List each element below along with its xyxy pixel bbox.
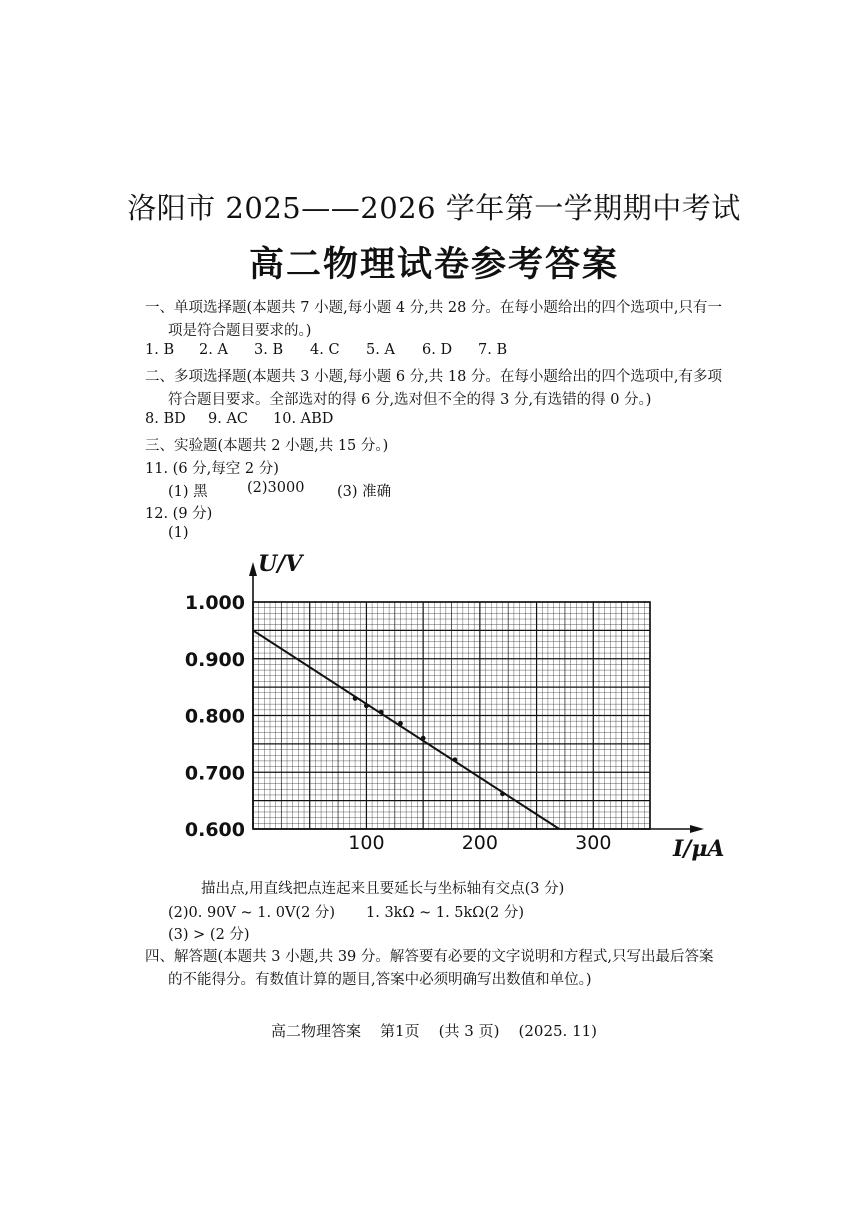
answer-8: 8. BD	[145, 411, 186, 427]
answer-4: 4. C	[310, 342, 340, 358]
y-tick-label: 0.900	[184, 648, 245, 671]
section1-heading-cont: 项是符合题目要求的。)	[168, 323, 312, 339]
q12-header: 12. (9 分)	[145, 506, 213, 522]
section4-heading: 四、解答题(本题共 3 小题,共 39 分。解答要有必要的文字说明和方程式,只写出最后答案	[145, 949, 714, 965]
q12-part2-emf: (2)0. 90V ~ 1. 0V(2 分)	[168, 905, 336, 921]
answer-2: 2. A	[199, 342, 228, 358]
axes	[249, 562, 704, 833]
data-point-1	[353, 696, 358, 701]
q11-answer-2: (2)3000	[247, 480, 305, 496]
q11-answer-1: (1) 黑	[168, 484, 208, 500]
x-tick-label: 300	[575, 832, 612, 854]
data-point-5	[421, 736, 426, 741]
x-tick-label: 200	[461, 832, 498, 854]
y-tick-label: 0.600	[184, 819, 245, 841]
section1-heading: 一、单项选择题(本题共 7 小题,每小题 4 分,共 28 分。在每小题给出的四个选项中,只有一	[145, 300, 723, 316]
q11-answer-3: (3) 准确	[337, 484, 392, 500]
answer-7: 7. B	[478, 342, 508, 358]
y-tick-label: 0.700	[184, 762, 245, 785]
section2-heading: 二、多项选择题(本题共 3 小题,每小题 6 分,共 18 分。在每小题给出的四个选项中,有多项	[145, 369, 723, 385]
answer-key-title: 高二物理试卷参考答案	[248, 244, 619, 285]
q12-part3: (3) > (2 分)	[168, 927, 250, 943]
answer-3: 3. B	[254, 342, 284, 358]
data-point-3	[379, 710, 384, 715]
y-tick-label: 1.000	[184, 592, 245, 614]
x-axis-arrow	[690, 825, 704, 833]
data-point-6	[453, 757, 458, 762]
answer-10: 10. ABD	[273, 411, 334, 427]
q11-header: 11. (6 分,每空 2 分)	[145, 461, 279, 477]
page-footer: 高二物理答案 第1页 (共 3 页) (2025. 11)	[270, 1022, 598, 1040]
section2-heading-cont: 符合题目要求。全部选对的得 6 分,选对但不全的得 3 分,有选错的得 0 分。)	[168, 392, 652, 408]
answer-9: 9. AC	[208, 411, 249, 427]
q12-part1-label: (1)	[168, 525, 189, 541]
x-tick-label: 100	[348, 832, 385, 854]
data-point-2	[364, 703, 369, 708]
answer-6: 6. D	[422, 342, 453, 358]
data-point-4	[398, 721, 403, 726]
section3-heading: 三、实验题(本题共 2 小题,共 15 分。)	[145, 438, 389, 454]
answer-5: 5. A	[366, 342, 395, 358]
data-point-7	[500, 791, 505, 796]
y-axis-arrow	[249, 562, 257, 576]
q12-plot-note: 描出点,用直线把点连起来且要延长与坐标轴有交点(3 分)	[201, 881, 565, 897]
section4-heading-cont: 的不能得分。有数值计算的题目,答案中必须明确写出数值和单位。)	[168, 972, 592, 988]
x-axis-title: I/μA	[673, 836, 725, 862]
answer-1: 1. B	[145, 342, 175, 358]
exam-title: 洛阳市 2025——2026 学年第一学期期中考试	[127, 191, 741, 225]
q12-part2-resistance: 1. 3kΩ ~ 1. 5kΩ(2 分)	[366, 905, 524, 921]
y-tick-label: 0.800	[184, 705, 245, 728]
y-axis-title: U/V	[258, 551, 303, 577]
